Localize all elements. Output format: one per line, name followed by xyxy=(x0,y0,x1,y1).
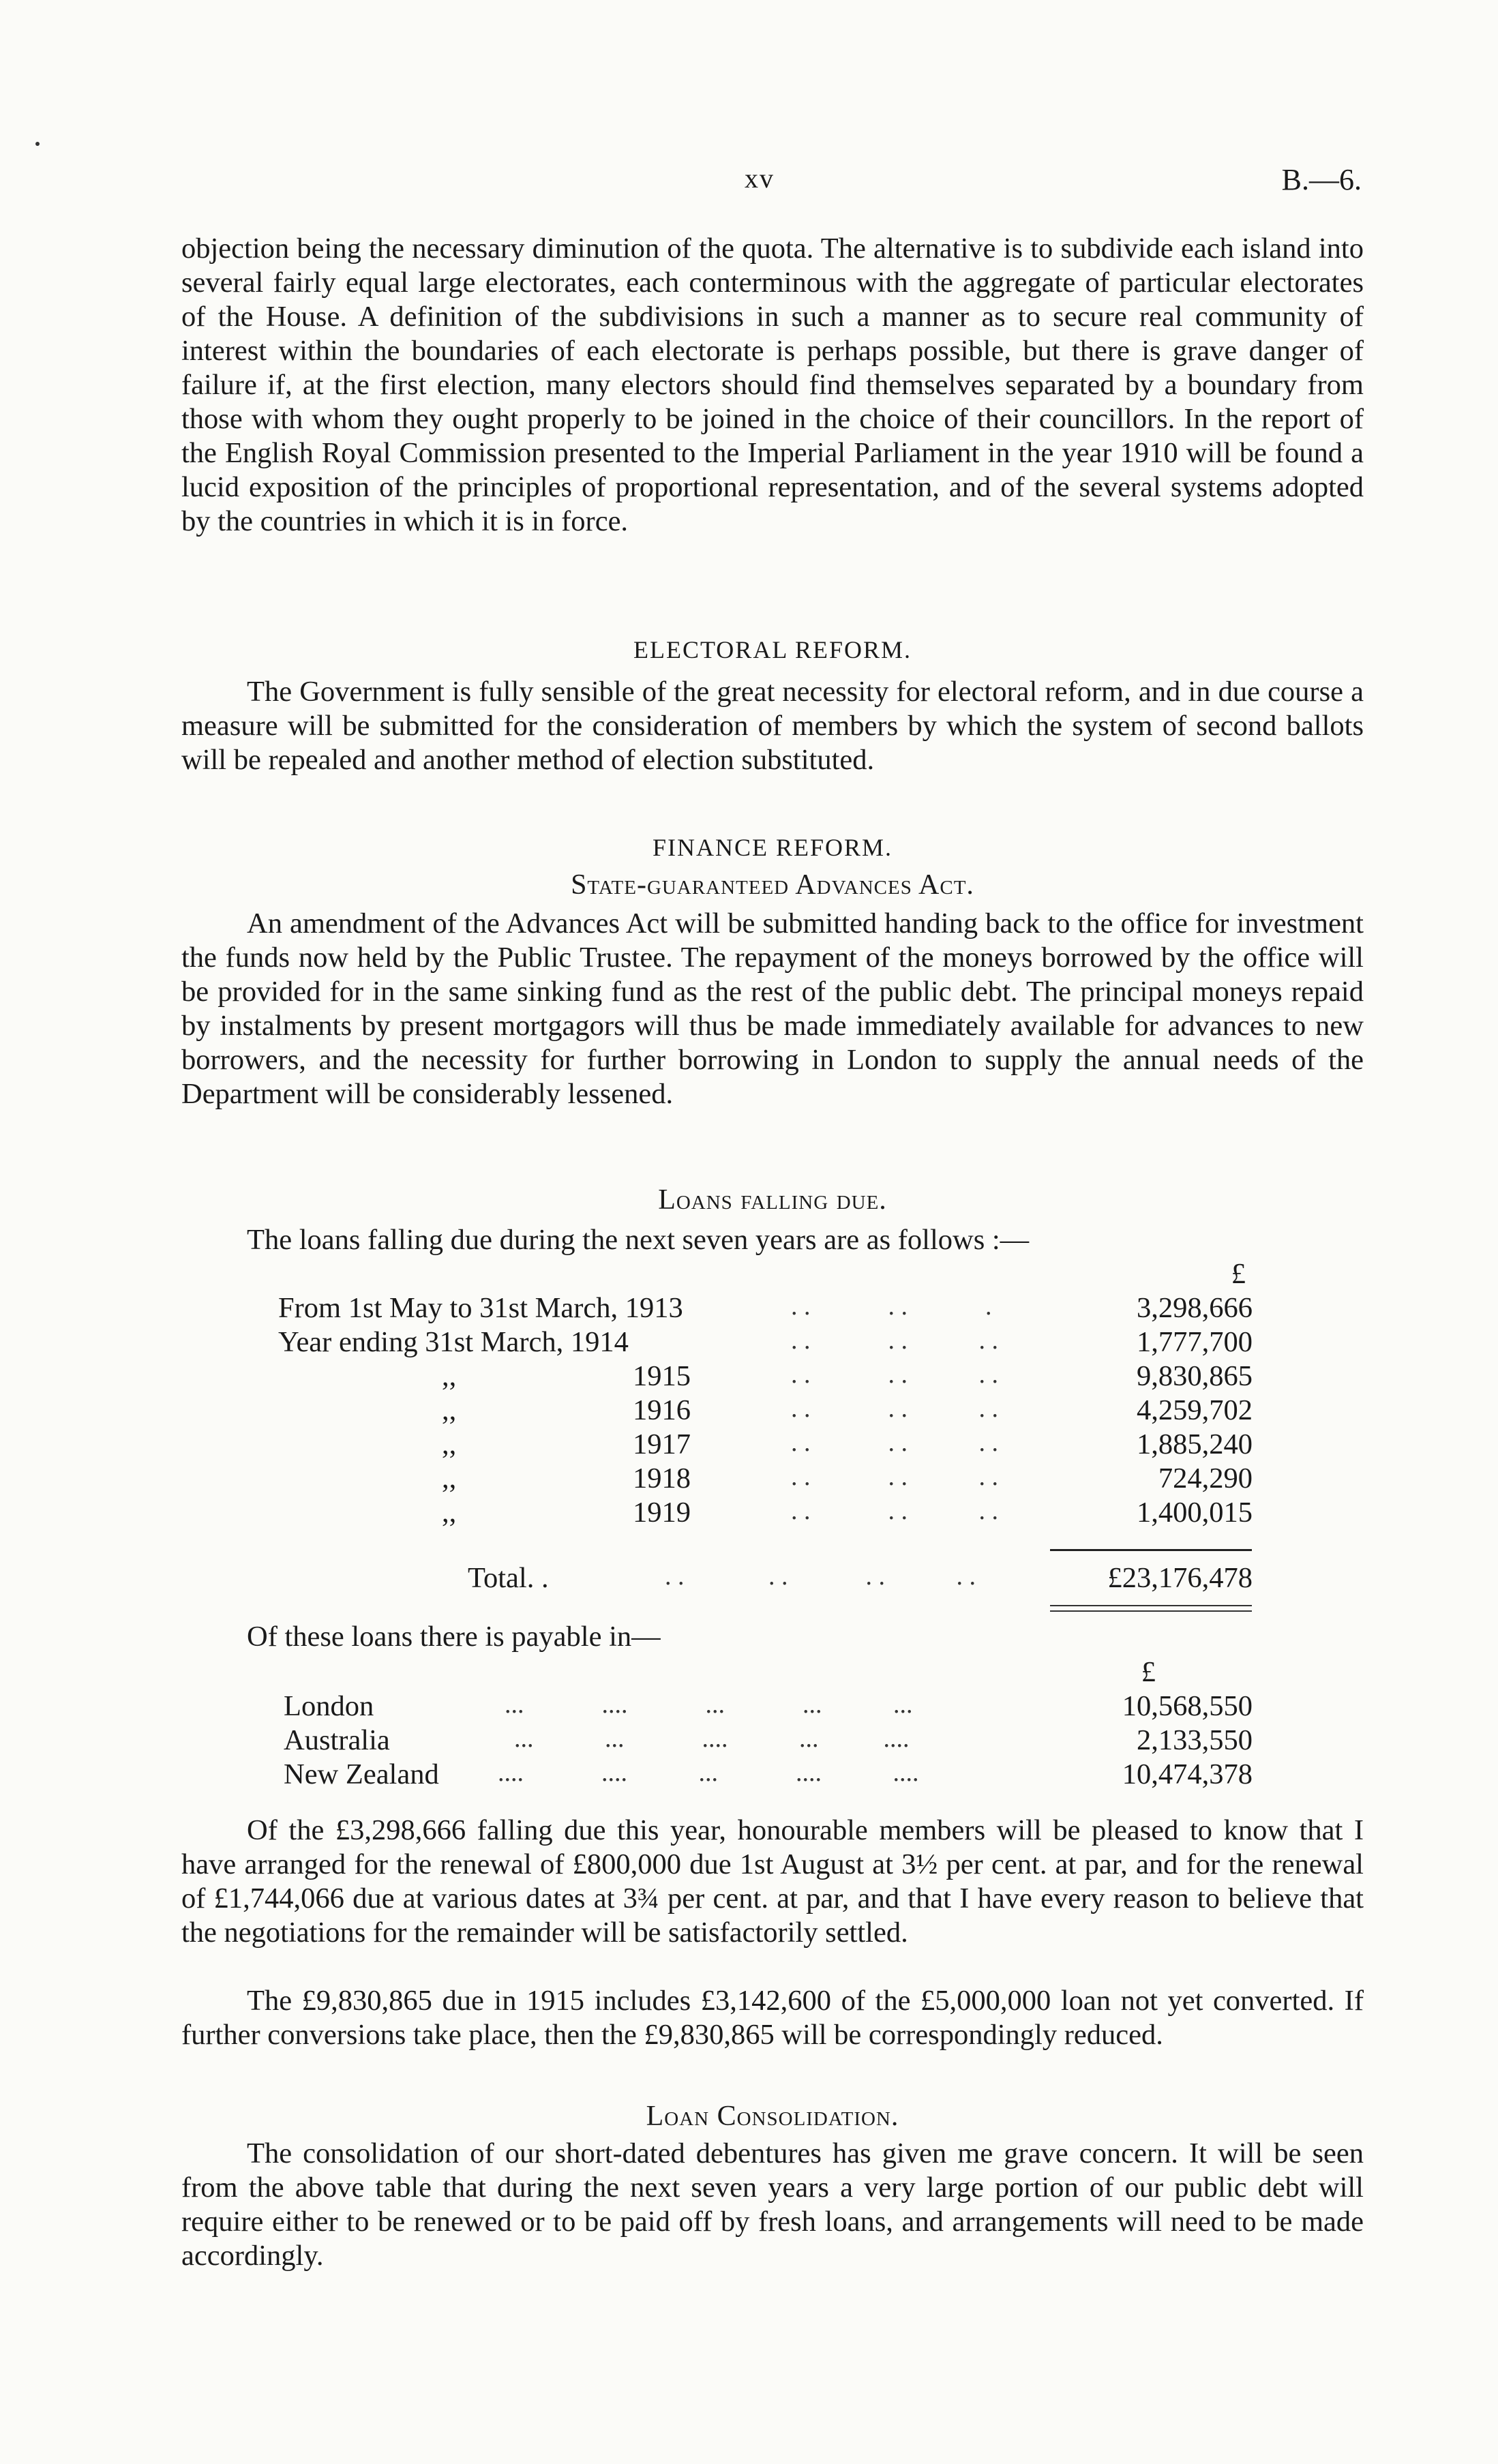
leader-dots: ... .... ... ... ... xyxy=(505,1690,913,1719)
payable-place: London xyxy=(284,1690,374,1722)
leader-dots: . . . . . . xyxy=(791,1497,998,1525)
page-number: xv xyxy=(745,163,775,194)
loan-amount: 1,777,700 xyxy=(1137,1326,1253,1358)
ditto-mark: ,, xyxy=(442,1428,457,1460)
loan-amount: 4,259,702 xyxy=(1137,1394,1253,1426)
page-header xyxy=(0,162,1498,203)
loan-period: 1919 xyxy=(633,1497,691,1529)
total-label: Total. . xyxy=(468,1562,549,1594)
heading-electoral-reform: ELECTORAL REFORM. xyxy=(633,636,912,663)
double-rule-top xyxy=(1050,1605,1252,1606)
paragraph-text: objection being the necessary diminution of the quota. The alternative is to subdivide each island into several fairly equal large electorates, each conterminous with the aggregate of particular electorates of the House. A definition of the subdivisions in such a manner as to secure real community of interest within the boundaries of each electorate is perhaps possible, but there is grave danger of failure if, at the first election, many electors should find themselves separated by a boundary from those with whom they ought properly to be joined in the choice of their councillors. In the report of the English Royal Commission presented to the Imperial Parliament in the year 1910 will be found a lucid exposition of the principles of proportional representation, and of the several systems adopted by the countries in which it is in force. xyxy=(181,232,1364,537)
document-reference: B.—6. xyxy=(1281,163,1362,196)
loan-period: 1915 xyxy=(633,1360,691,1392)
paragraph-text: The £9,830,865 due in 1915 includes £3,142,600 of the £5,000,000 loan not yet converted. If further conversions take place, then the £9,830,865 will be correspondingly reduced. xyxy=(181,1985,1364,2051)
loan-amount: 9,830,865 xyxy=(1137,1360,1253,1392)
leader-dots: . . . . . xyxy=(791,1292,992,1321)
payable-amount: 10,474,378 xyxy=(1122,1758,1253,1790)
paragraph-consolidation xyxy=(181,2137,1364,2273)
payable-amount: 2,133,550 xyxy=(1137,1724,1253,1756)
subheading-advances-act: State-guaranteed Advances Act. xyxy=(571,869,974,901)
payable-place: New Zealand xyxy=(284,1758,439,1790)
loan-period: 1916 xyxy=(633,1394,691,1426)
loan-period: From 1st May to 31st March, 1913 xyxy=(278,1292,683,1324)
ditto-mark: ,, xyxy=(442,1462,457,1494)
leader-dots: . . . . . . xyxy=(791,1428,998,1457)
leader-dots: . . . . . . xyxy=(791,1462,998,1491)
payable-place: Australia xyxy=(284,1724,390,1756)
total-amount: £23,176,478 xyxy=(1107,1562,1253,1594)
paragraph-finance xyxy=(181,907,1364,1111)
loan-amount: 724,290 xyxy=(1158,1462,1253,1494)
loan-amount: 1,400,015 xyxy=(1137,1497,1253,1529)
loan-period: 1917 xyxy=(633,1428,691,1460)
leader-dots: .... .... ... .... .... xyxy=(498,1758,919,1787)
leader-dots: . . . . . . xyxy=(791,1394,998,1423)
loan-amount: 1,885,240 xyxy=(1137,1428,1253,1460)
scan-speck xyxy=(35,142,40,146)
leader-dots: . . . . . . xyxy=(791,1326,998,1355)
leader-dots: ... ... .... ... .... xyxy=(514,1724,910,1753)
paragraph-renewal xyxy=(181,1814,1364,1950)
loan-period: 1918 xyxy=(633,1462,691,1494)
ditto-mark: ,, xyxy=(442,1360,457,1392)
leader-dots: . . . . . . xyxy=(791,1360,998,1389)
paragraph-conversion xyxy=(181,1984,1364,2052)
paragraph-text: The Government is fully sensible of the great necessity for electoral reform, and in due course a measure will be submitted for the consideration of members by which the system of second ballots will be repealed and another method of election substituted. xyxy=(181,676,1364,776)
ditto-mark: ,, xyxy=(442,1497,457,1529)
loans-intro: The loans falling due during the next seven years are as follows :— xyxy=(247,1224,1030,1256)
sum-rule xyxy=(1050,1549,1252,1551)
double-rule-bottom xyxy=(1050,1610,1252,1612)
paragraph-electoral xyxy=(181,675,1364,777)
paragraph-text: The consolidation of our short-dated debentures has given me grave concern. It will be seen from the above table that during the next seven years a very large portion of our public debt will require either to be renewed or to be paid off by fresh loans, and arrangements will need to be made accordingly. xyxy=(181,2137,1364,2272)
paragraph-quota xyxy=(181,232,1364,539)
leader-dots: . . . . . . . . xyxy=(665,1562,976,1591)
heading-loan-consolidation: Loan Consolidation. xyxy=(646,2101,899,2132)
paragraph-text: Of the £3,298,666 falling due this year, honourable members will be pleased to know that I have arranged for the renewal of £800,000 due 1st August at 3½ per cent. at par, and for the renewal of £1,744,066 due at various dates at 3¾ per cent. at par, and that I have every reason to believe that the negotiations for the remainder will be satisfactorily settled. xyxy=(181,1814,1364,1949)
ditto-mark: ,, xyxy=(442,1394,457,1426)
loan-period: Year ending 31st March, 1914 xyxy=(278,1326,629,1358)
heading-finance-reform: FINANCE REFORM. xyxy=(652,834,893,861)
heading-loans-falling-due: Loans falling due. xyxy=(658,1184,887,1216)
paragraph-text: An amendment of the Advances Act will be submitted handing back to the office for investment the funds now held by the Public Trustee. The repayment of the moneys borrowed by the office will be provided for in the same sinking fund as the rest of the public debt. The principal moneys repaid by instalments by present mortgagors will thus be made immediately available for advances to new borrowers, and the necessity for further borrowing in London to supply the annual needs of the Department will be considerably lessened. xyxy=(181,907,1364,1110)
payable-amount: 10,568,550 xyxy=(1122,1690,1253,1722)
currency-symbol: £ xyxy=(1141,1656,1156,1688)
currency-symbol: £ xyxy=(1231,1258,1246,1290)
loan-amount: 3,298,666 xyxy=(1137,1292,1253,1324)
payable-intro: Of these loans there is payable in— xyxy=(247,1621,661,1653)
